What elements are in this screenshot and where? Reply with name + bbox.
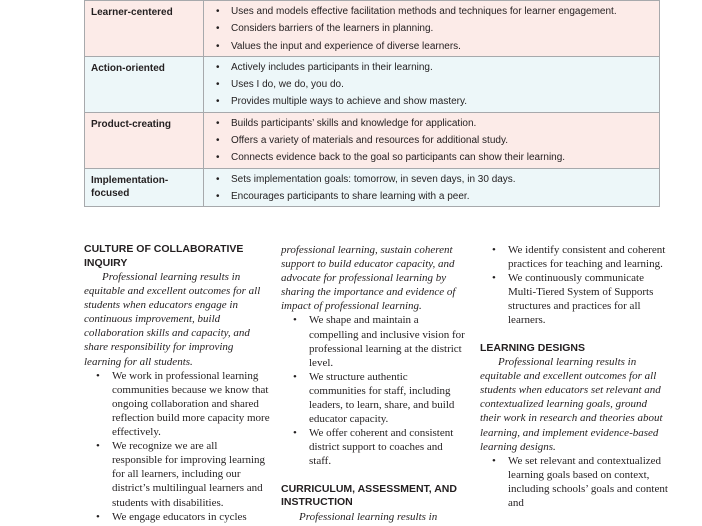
text-column-1 <box>84 243 270 524</box>
row-items <box>214 171 659 206</box>
row-label: Product-creating <box>85 112 204 168</box>
practices-table <box>84 0 660 207</box>
list-item: • We structure authentic communities for staff, including leaders, to learn, share, and build educator capacity. <box>281 370 466 426</box>
section-intro: Professional learning results in <box>299 510 438 523</box>
list-item: • We identify consistent and coherent practices for teaching and learning. <box>480 243 670 271</box>
section-heading: CULTURE OF COLLABORATIVE INQUIRY <box>84 243 244 269</box>
section-intro: Professional learning results in equitable and excellent outcomes for all students when educators set relevant and contextualized learning goals, ground their work in research and theories about learning, and implement evidence-based learning designs. <box>480 356 663 453</box>
list-item: • Uses and models effective facilitation methods and techniques for learner engagement. <box>214 3 659 20</box>
list-item: • Connects evidence back to the goal so participants can show their learning. <box>214 149 659 166</box>
list-item: • Provides multiple ways to achieve and show mastery. <box>214 93 659 110</box>
row-items <box>214 59 659 111</box>
row-label: Implementation-focused <box>85 168 204 207</box>
row-items <box>214 115 659 167</box>
bullet-list <box>281 313 466 468</box>
list-item: • We continuously communicate Multi-Tiered System of Supports structures and practices for all learners. <box>480 271 670 327</box>
row-label: Learner-centered <box>85 1 204 57</box>
list-item: • Considers barriers of the learners in planning. <box>214 20 659 37</box>
list-item: • We shape and maintain a compelling and inclusive vision for professional learning at the district level. <box>281 313 466 369</box>
table-row <box>85 1 660 57</box>
text-column-3 <box>480 243 670 510</box>
list-item: • We set relevant and contextualized learning goals based on context, including schools’ goals and content and <box>480 454 670 510</box>
list-item: • We work in professional learning communities because we know that ongoing collaboration and shared reflection build more capacity more effectively. <box>84 369 270 439</box>
continued-text: professional learning, sustain coherent support to build educator capacity, and advocate for professional learning by sharing the importance and evidence of impact of professional learning. <box>281 244 456 313</box>
table-row <box>85 56 660 112</box>
list-item: • Uses I do, we do, you do. <box>214 76 659 93</box>
table-row <box>85 112 660 168</box>
row-items <box>214 3 659 55</box>
list-item: • Builds participants’ skills and knowledge for application. <box>214 115 659 132</box>
list-item: • Actively includes participants in their learning. <box>214 59 659 76</box>
section-heading: LEARNING DESIGNS <box>480 341 586 354</box>
bullet-list <box>480 243 670 328</box>
list-item: • We engage educators in cycles <box>84 510 270 524</box>
list-item: • Encourages participants to share learning with a peer. <box>214 188 659 205</box>
bullet-list <box>480 454 670 510</box>
list-item: • Values the input and experience of diverse learners. <box>214 38 659 55</box>
list-item: • Sets implementation goals: tomorrow, in seven days, in 30 days. <box>214 171 659 188</box>
bullet-list <box>84 369 270 524</box>
section-heading: CURRICULUM, ASSESSMENT, AND INSTRUCTION <box>281 482 457 508</box>
text-column-2 <box>281 243 466 524</box>
row-label: Action-oriented <box>85 56 204 112</box>
section-intro: Professional learning results in equitable and excellent outcomes for all students when educators engage in continuous improvement, build collaboration skills and capacity, and share responsibility for improving learning for all students. <box>84 271 261 368</box>
list-item: • We offer coherent and consistent district support to coaches and staff. <box>281 426 466 468</box>
list-item: • We recognize we are all responsible for improving learning for all learners, including our district’s multilingual learners and students with disabilities. <box>84 439 270 509</box>
table-row <box>85 168 660 207</box>
list-item: • Offers a variety of materials and resources for additional study. <box>214 132 659 149</box>
